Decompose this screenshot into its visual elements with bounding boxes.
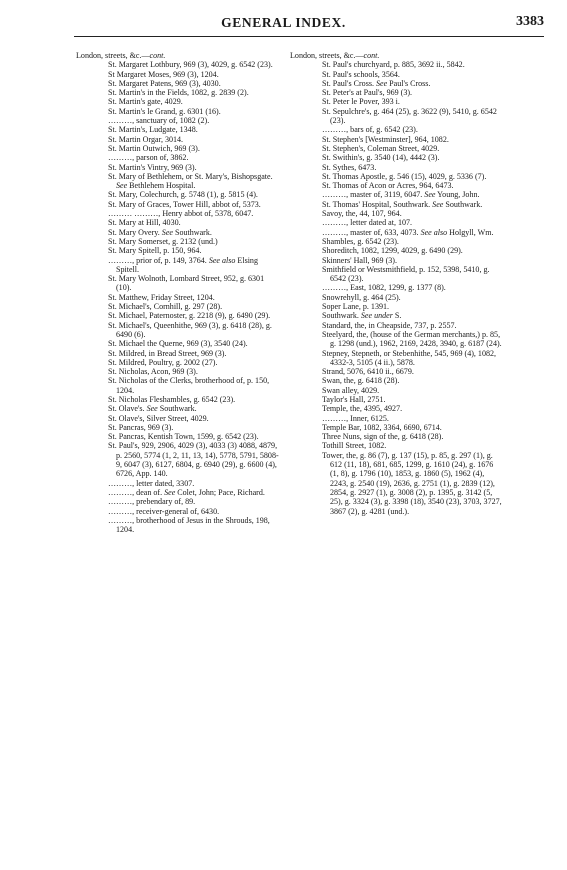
index-entry: Shoreditch, 1082, 1299, 4029, g. 6490 (29).: [322, 246, 463, 256]
index-entry: ……… ………, Henry abbot of, 5378, 6047.: [108, 209, 254, 219]
index-entry: Swan, the, g. 6418 (28).: [322, 376, 400, 386]
index-entry: St Margaret Moses, 969 (3), 1204.: [108, 69, 219, 79]
index-entry: Steelyard, the, (house of the German merchants,) p. 85, g. 1298 (und.), 1962, 2169, 2428, 3940, g. 6187 (24).: [322, 329, 502, 349]
index-entry: St. Mary Somerset, g. 2132 (und.): [108, 236, 218, 246]
index-entry: Smithfield or Westsmithfield, p. 152, 5398, 5410, g. 6542 (23).: [322, 264, 490, 284]
index-entry: St. Sythes, 6473.: [322, 162, 377, 172]
index-entry: St. Mary at Hill, 4030.: [108, 218, 181, 228]
index-entry: St. Nicholas, Acon, 969 (3).: [108, 367, 198, 377]
index-entry: St. Michael's, Queenhithe, 969 (3), g. 6418 (28), g. 6490 (6).: [108, 320, 272, 339]
index-entry: St. Matthew, Friday Street, 1204.: [108, 292, 215, 302]
index-entry: St. Mary Spitell, p. 150, 964.: [108, 246, 202, 256]
index-entry: ………, prebendary of, 89.: [108, 497, 196, 507]
index-entry: St. Martin Orgar, 3014.: [108, 134, 184, 144]
index-entry: St. Martin's, Ludgate, 1348.: [108, 125, 198, 135]
index-entry: Savoy, the, 44, 107, 964.: [322, 209, 402, 219]
index-entry: Three Nuns, sign of the, g. 6418 (28).: [322, 432, 444, 442]
index-entry: Shambles, g. 6542 (23).: [322, 236, 399, 246]
column-heading: London, streets, &c.—cont.: [290, 51, 380, 60]
index-entry: St. Margaret Lothbury, 969 (3), 4029, g. 6542 (23).: [108, 60, 273, 70]
index-entry: Standard, the, in Cheapside, 737, p. 2557.: [322, 320, 457, 330]
index-entry: ………, sanctuary of, 1082 (2).: [108, 116, 210, 126]
column-heading: London, streets, &c.—cont.: [76, 51, 166, 60]
index-entry: ………, Inner, 6125.: [322, 413, 389, 423]
index-entry: St. Thomas of Acon or Acres, 964, 6473.: [322, 181, 454, 191]
index-entry: Swan alley, 4029.: [322, 385, 380, 395]
index-entry: St. Martin's le Grand, g. 6301 (16).: [108, 106, 221, 116]
index-entry: Skinners' Hall, 969 (3).: [322, 255, 397, 265]
index-entry: St. Thomas Apostle, g. 546 (15), 4029, g. 5336 (7).: [322, 171, 487, 181]
index-entry: ………, bars of, g. 6542 (23).: [322, 125, 418, 135]
index-entry: St. Nicholas Fleshambles, g. 6542 (23).: [108, 394, 236, 404]
right-index-column: [290, 51, 504, 516]
index-entry: St. Paul's Cross. See Paul's Cross.: [322, 78, 431, 88]
header-rule: [74, 36, 544, 37]
index-entry: St. Swithin's, g. 3540 (14), 4442 (3).: [322, 153, 440, 163]
index-entry: St. Martin's gate, 4029.: [108, 97, 183, 107]
index-entry: St. Mildred, in Bread Street, 969 (3).: [108, 348, 227, 358]
index-entry: ………, brotherhood of Jesus in the Shrouds, 198, 1204.: [108, 515, 270, 535]
index-entry: ………, dean of. See Colet, John; Pace, Richard.: [108, 487, 265, 497]
index-entry: ………, receiver-general of, 6430.: [108, 506, 220, 516]
left-index-column: [76, 51, 281, 534]
page-header: [0, 0, 567, 40]
index-entry: St. Thomas' Hospital, Southwark. See Southwark.: [322, 199, 483, 209]
index-entry: St. Peter's at Paul's, 969 (3).: [322, 88, 413, 98]
index-entry: Snowrehyll, g. 464 (25).: [322, 292, 401, 302]
index-entry: ………, letter dated, 3307.: [108, 478, 195, 488]
index-entry: St. Olave's. See Southwark.: [108, 404, 197, 414]
index-entry: Soper Lane, p. 1391.: [322, 302, 390, 312]
index-entry: Tothill Street, 1082.: [322, 441, 387, 451]
index-entry: St. Paul's, 929, 2906, 4029 (3), 4033 (3) 4088, 4879, p. 2560, 5774 (1, 2, 11, 13, 14), 5778, 5791, 5808-9, 6047 (3), 6127, 6804, g. 6940 (29), g. 6600 (4), 6726, App. 140.: [108, 441, 279, 479]
index-entry: St. Paul's churchyard, p. 885, 3692 ii., 5842.: [322, 60, 465, 70]
index-entry: Temple, the, 4395, 4927.: [322, 404, 403, 414]
index-entry: St. Michael's, Cornhill, g. 297 (28).: [108, 302, 223, 312]
index-entry: ………, parson of, 3862.: [108, 153, 189, 163]
index-entry: Southwark. See under S.: [322, 311, 402, 321]
index-entry: St. Pancras, Kentish Town, 1599, g. 6542 (23).: [108, 432, 259, 442]
index-entry: ………, prior of, p. 149, 3764. See also Elsing Spitell.: [108, 255, 258, 274]
index-entry: ………, master of, 3119, 6047. See Young, John.: [322, 190, 480, 200]
index-entry: Temple Bar, 1082, 3364, 6690, 6714.: [322, 422, 442, 432]
index-entry: St. Martin's in the Fields, 1082, g. 2839 (2).: [108, 88, 249, 98]
index-entry: ………, letter dated at, 107.: [322, 218, 413, 228]
index-entry: St. Olave's, Silver Street, 4029.: [108, 413, 209, 423]
index-entry: St. Mary Overy. See Southwark.: [108, 227, 212, 237]
index-entry: St. Michael the Querne, 969 (3), 3540 (24).: [108, 339, 248, 349]
index-entry: St. Paul's schools, 3564.: [322, 69, 400, 79]
index-entry: Tower, the, g. 86 (7), g. 137 (15), p. 85, g. 297 (1), g. 612 (11, 18), 681, 685, 1299, g. 1610 (24), g. 1676 (1, 8), g. 1796 (10), 1853, g. 1860 (5), 1962 (4), 2243, g. 2540 (19), 2636, g. 2751 (1), g. 2839 (12), 2854, g. 2927 (1), g. 3008 (2), p. 1395, g. 3142 (5, 25), g. 3324 (3), g. 3398 (18), 3540 (23), 3703, 3727, 3867 (2), g. 4281 (und.).: [322, 450, 502, 516]
index-entry: St. Pancras, 969 (3).: [108, 422, 174, 432]
index-entry: St. Peter le Pover, 393 i.: [322, 97, 400, 107]
index-entry: Taylor's Hall, 2751.: [322, 394, 386, 404]
index-entry: Stepney, Stepneth, or Stebenhithe, 545, 969 (4), 1082, 4332-3, 5105 (4 ii.), 5878.: [322, 348, 497, 367]
index-entry: ………, master of, 633, 4073. See also Holgyll, Wm.: [322, 227, 494, 237]
index-entry: St. Mary of Bethlehem, or St. Mary's, Bishopsgate. See Bethlehem Hospital.: [108, 171, 273, 191]
index-entry: St. Mildred, Poultry, g. 2002 (27).: [108, 357, 218, 367]
index-entry: ………, East, 1082, 1299, g. 1377 (8).: [322, 283, 446, 293]
index-entry: St. Michael, Paternoster, g. 2218 (9), g. 6490 (29).: [108, 311, 271, 321]
index-entry: St. Mary of Graces, Tower Hill, abbot of, 5373.: [108, 199, 261, 209]
index-entry: St. Mary, Colechurch, g. 5748 (1), g. 5815 (4).: [108, 190, 258, 200]
index-entry: St. Martin Outwich, 969 (3).: [108, 143, 200, 153]
page-number: 3383: [516, 14, 544, 29]
index-entry: St. Stephen's [Westminster], 964, 1082.: [322, 134, 449, 144]
index-entry: St. Margaret Patens, 969 (3), 4030.: [108, 78, 221, 88]
running-title: GENERAL INDEX.: [221, 15, 346, 30]
index-entry: St. Mary Wolnoth, Lombard Street, 952, g. 6301 (10).: [108, 274, 265, 293]
index-entry: St. Martin's Vintry, 969 (3).: [108, 162, 197, 172]
index-entry: St. Stephen's, Coleman Street, 4029.: [322, 143, 440, 153]
index-entry: Strand, 5076, 6410 ii., 6679.: [322, 367, 414, 377]
index-entry: St. Nicholas of the Clerks, brotherhood of, p. 150, 1204.: [108, 376, 270, 395]
index-entry: St. Sepulchre's, g. 464 (25), g. 3622 (9), 5410, g. 6542 (23).: [322, 106, 497, 126]
